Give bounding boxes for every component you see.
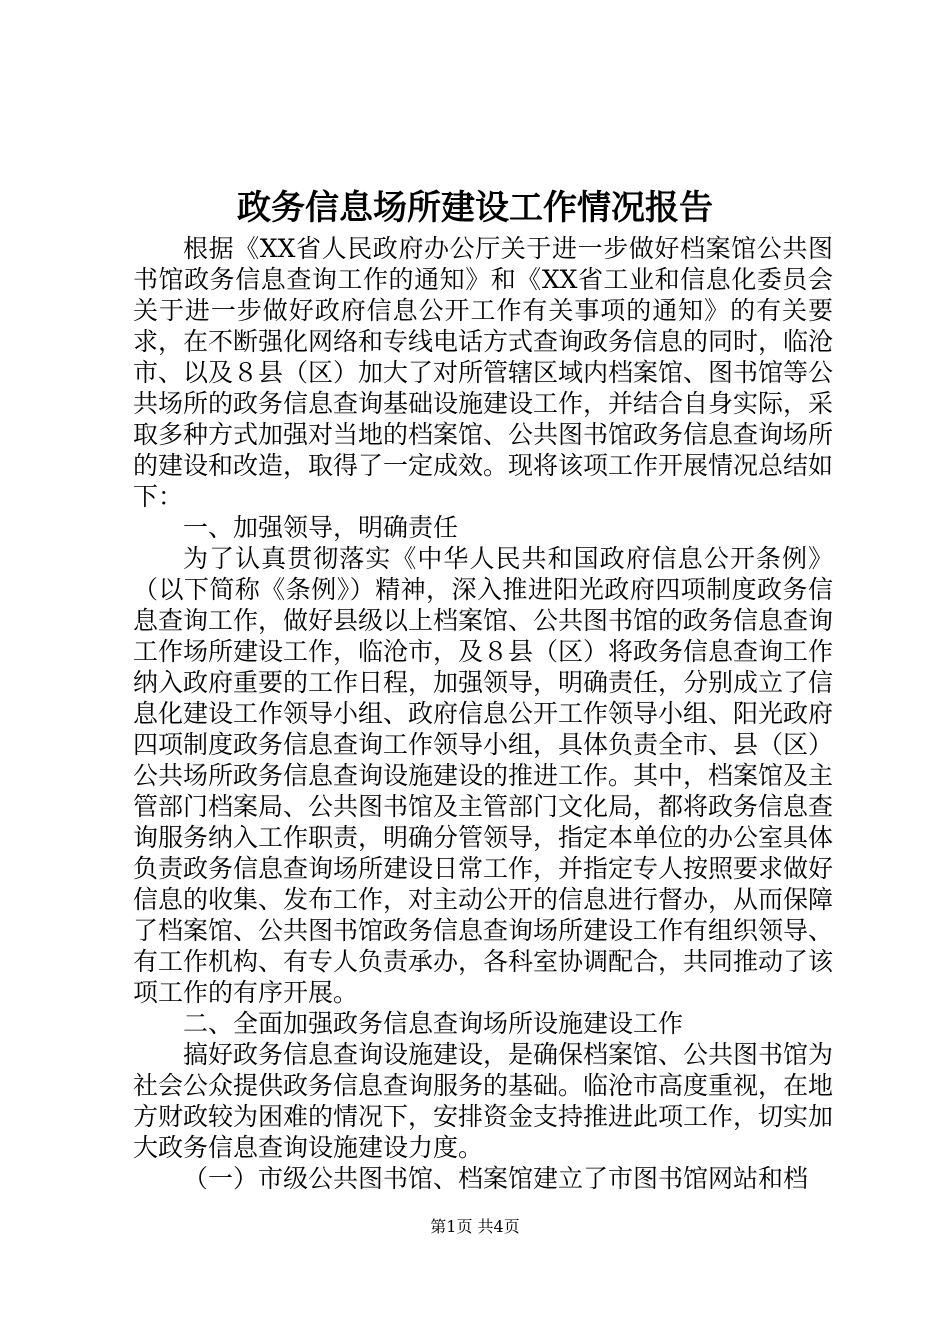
paragraph-section-2: 搞好政务信息查询设施建设，是确保档案馆、公共图书馆为社会公众提供政务信息查询服务的基础。临沧市高度重视，在地方财政较为困难的情况下，安排资金支持推进此项工作，切实加大政务信息查询设施建设力度。 bbox=[133, 1040, 834, 1162]
paragraph-section-1: 为了认真贯彻落实《中华人民共和国政府信息公开条例》（以下简称《条例》）精神，深入推进阳光政府四项制度政务信息查询工作，做好县级以上档案馆、公共图书馆的政务信息查询工作场所建设工作，临沧市，及８县（区）将政务信息查询工作纳入政府重要的工作日程，加强领导，明确责任，分别成立了信息化建设工作领导小组、政府信息公开工作领导小组、阳光政府四项制度政务信息查询工作领导小组，具体负责全市、县（区）公共场所政务信息查询设施建设的推进工作。其中，档案馆及主管部门档案局、公共图书馆及主管部门文化局，都将政务信息查询服务纳入工作职责，明确分管领导，指定本单位的办公室具体负责政务信息查询场所建设日常工作，并指定专人按照要求做好信息的收集、发布工作，对主动公开的信息进行督办，从而保障了档案馆、公共图书馆政务信息查询场所建设工作有组织领导、有工作机构、有专人负责承办，各科室协调配合，共同推动了该项工作的有序开展。 bbox=[133, 544, 834, 1007]
document-title: 政务信息场所建设工作情况报告 bbox=[237, 188, 713, 228]
section-heading-2: 二、全面加强政务信息查询场所设施建设工作 bbox=[183, 1009, 684, 1038]
section-heading-1: 一、加强领导，明确责任 bbox=[183, 513, 459, 542]
page-footer: 第1页 共4页 bbox=[430, 1217, 520, 1236]
paragraph-subsection-1: （一）市级公共图书馆、档案馆建立了市图书馆网站和档 bbox=[183, 1164, 809, 1193]
paragraph-intro: 根据《XX省人民政府办公厅关于进一步做好档案馆公共图书馆政务信息查询工作的通知》和《XX省工业和信息化委员会关于进一步做好政府信息公开工作有关事项的通知》的有关要求，在不断强化网络和专线电话方式查询政务信息的同时，临沧市、以及８县（区）加大了对所管辖区域内档案馆、图书馆等公共场所的政务信息查询基础设施建设工作，并结合自身实际，采取多种方式加强对当地的档案馆、公共图书馆政务信息查询场所的建设和改造，取得了一定成效。现将该项工作开展情况总结如下： bbox=[133, 234, 834, 511]
document-body bbox=[133, 233, 833, 1194]
